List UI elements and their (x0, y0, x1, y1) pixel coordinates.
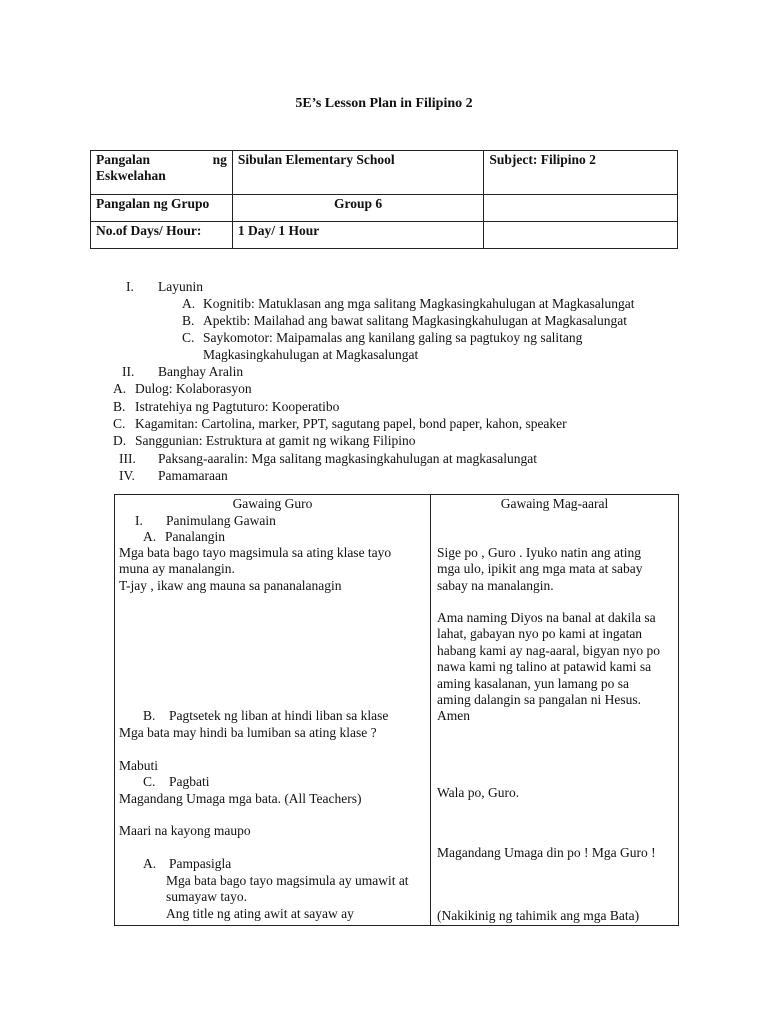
table-row (91, 222, 678, 249)
list-letter: C. (182, 330, 195, 345)
teacher-line: T-jay , ikaw ang mauna sa pananalanagin (119, 578, 342, 593)
list-letter: A. (113, 381, 127, 396)
table-row (91, 195, 678, 222)
teacher-line: Magandang Umaga mga bata. (All Teachers) (119, 791, 362, 806)
list-letter: B. (113, 399, 126, 414)
student-line: nawa kami ng talino at patawid kami sa (437, 659, 652, 674)
label-word: Pangalan (96, 152, 151, 167)
student-line: Amen (437, 708, 470, 723)
outline-numeral: II. (122, 364, 135, 379)
list-item: Istratehiya ng Pagtuturo: Kooperatibo (135, 399, 340, 414)
outline-numeral: I. (135, 513, 143, 528)
student-activity-column (431, 495, 679, 926)
student-line: Magandang Umaga din po ! Mga Guro ! (437, 845, 656, 860)
empty-cell (484, 222, 678, 249)
document-title: 5E’s Lesson Plan in Filipino 2 (295, 96, 473, 111)
empty-cell (484, 195, 678, 222)
school-name-value: Sibulan Elementary School (232, 151, 484, 195)
label-word: ng (212, 152, 227, 167)
list-item: Apektib: Mailahad ang bawat salitang Magkasingkahulugan at Magkasalungat (203, 313, 628, 328)
list-item: Kognitib: Matuklasan ang mga salitang Magkasingkahulugan at Magkasalungat (203, 296, 635, 311)
list-letter: A. (143, 856, 157, 871)
list-letter: B. (182, 313, 195, 328)
student-line: (Nakikinig ng tahimik ang mga Bata) (437, 908, 640, 923)
section-heading: Pamamaraan (158, 468, 228, 483)
teacher-line: sumayaw tayo. (166, 889, 247, 904)
group-name-label: Pangalan ng Grupo (91, 195, 233, 222)
list-item-continuation: Magkasingkahulugan at Magkasalungat (203, 347, 419, 362)
group-name-value: Group 6 (232, 195, 484, 222)
days-hour-value: 1 Day/ 1 Hour (232, 222, 484, 249)
student-line: mga ulo, ipikit ang mga mata at sabay (437, 561, 643, 576)
label-word: Eskwelahan (96, 168, 166, 183)
list-letter: A. (182, 296, 196, 311)
teacher-line: Ang title ng ating awit at sayaw ay (166, 906, 354, 921)
teacher-line: Maari na kayong maupo (119, 823, 251, 838)
outline-numeral: III. (119, 451, 136, 466)
student-line: aming dalangin sa pangalan ni Hesus. (437, 692, 641, 707)
section-heading: Pagbati (169, 774, 210, 789)
student-line: aming kasalanan, yun lamang po sa (437, 676, 629, 691)
section-heading: Panalangin (165, 529, 225, 544)
list-item: Kagamitan: Cartolina, marker, PPT, sagutang papel, bond paper, kahon, speaker (135, 416, 567, 431)
section-heading: Pagtsetek ng liban at hindi liban sa klase (169, 708, 389, 723)
teacher-activity-column (115, 495, 431, 926)
section-heading: Banghay Aralin (158, 364, 244, 379)
activity-table (114, 494, 679, 926)
column-header: Gawaing Guro (232, 496, 313, 511)
list-letter: A. (143, 529, 157, 544)
list-letter: C. (113, 416, 126, 431)
section-heading: Panimulang Gawain (166, 513, 276, 528)
teacher-line: Mga bata may hindi ba lumiban sa ating klase ? (119, 725, 377, 740)
teacher-line: Mga bata bago tayo magsimula sa ating klase tayo (119, 545, 392, 560)
student-line: Ama naming Diyos na banal at dakila sa (437, 610, 656, 625)
school-name-label (91, 151, 233, 195)
table-row (91, 151, 678, 195)
outline-numeral: IV. (119, 468, 135, 483)
list-item: Dulog: Kolaborasyon (135, 381, 252, 396)
student-line: sabay na manalangin. (437, 578, 554, 593)
teacher-line: Mabuti (119, 758, 158, 773)
list-letter: B. (143, 708, 156, 723)
teacher-line: Mga bata bago tayo magsimula ay umawit at (166, 873, 409, 888)
outline-numeral: I. (126, 279, 134, 294)
column-header: Gawaing Mag-aaral (500, 496, 609, 511)
list-item: Sanggunian: Estruktura at gamit ng wikang Filipino (135, 433, 416, 448)
student-line: Wala po, Guro. (437, 785, 520, 800)
student-line: Sige po , Guro . Iyuko natin ang ating (437, 545, 641, 560)
student-line: habang kami ay nag-aaral, bigyan nyo po (437, 643, 661, 658)
section-heading: Paksang-aaralin: Mga salitang magkasingkahulugan at magkasalungat (158, 451, 538, 466)
section-heading: Layunin (158, 279, 203, 294)
list-letter: D. (113, 433, 127, 448)
student-line: lahat, gabayan nyo po kami at ingatan (437, 626, 643, 641)
teacher-line: muna ay manalangin. (119, 561, 235, 576)
school-info-table (90, 150, 678, 249)
days-hour-label: No.of Days/ Hour: (91, 222, 233, 249)
section-heading: Pampasigla (169, 856, 232, 871)
list-letter: C. (143, 774, 156, 789)
subject-cell: Subject: Filipino 2 (484, 151, 678, 195)
list-item: Saykomotor: Maipamalas ang kanilang galing sa pagtukoy ng salitang (203, 330, 583, 345)
